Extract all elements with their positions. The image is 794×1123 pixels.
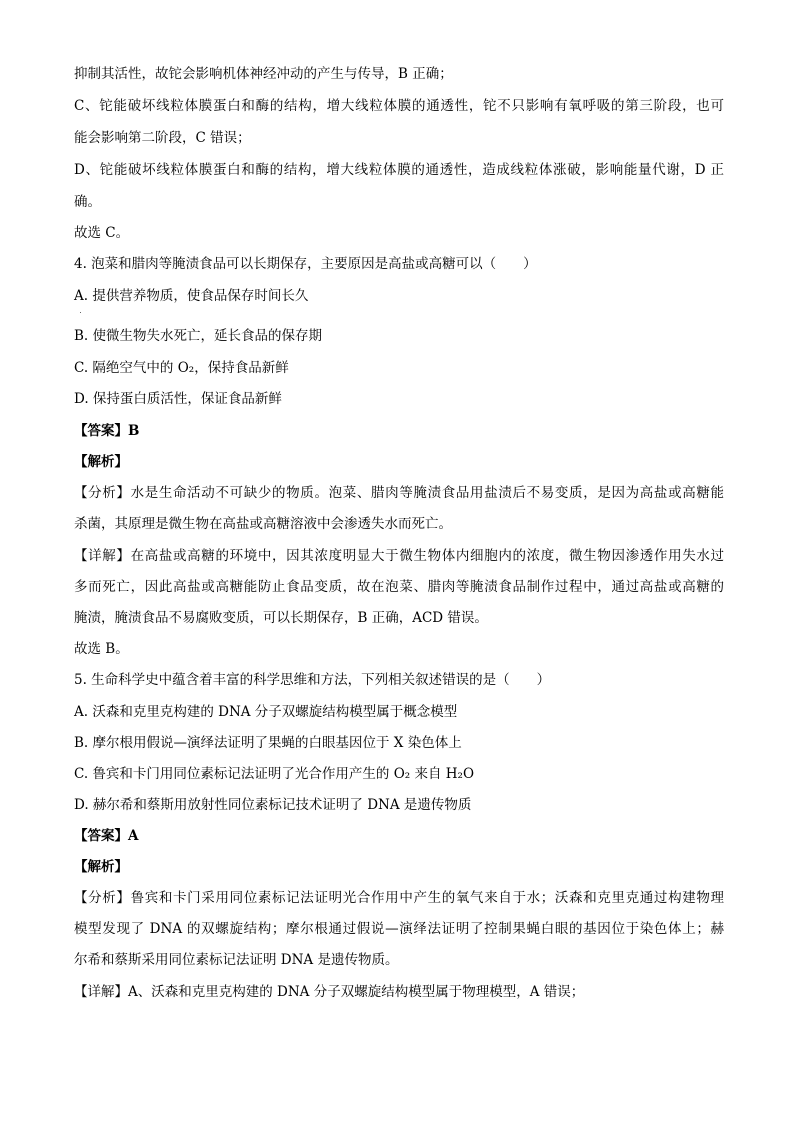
text-line: 模型发现了 DNA 的双螺旋结构；摩尔根通过假说—演绎法证明了控制果蝇白眼的基因位于染色体上；赫: [74, 921, 724, 937]
option-d: D. 赫尔希和蔡斯用放射性同位素标记技术证明了 DNA 是遗传物质: [74, 797, 472, 813]
option-d: D. 保持蛋白质活性，保证食品新鲜: [74, 391, 282, 407]
stray-dot: [80, 312, 81, 313]
analysis-label: 【解析】: [74, 859, 128, 875]
question-5-stem: 5. 生命科学史中蕴含着丰富的科学思维和方法，下列相关叙述错误的是（ ）: [74, 672, 551, 688]
answer-label: 【答案】B: [74, 423, 140, 439]
text-line: 【分析】水是生命活动不可缺少的物质。泡菜、腊肉等腌渍食品用盐渍后不易变质，是因为高盐或高糖能: [74, 485, 724, 501]
text-line: 多而死亡，因此高盐或高糖能防止食品变质，故在泡菜、腊肉等腌渍食品制作过程中，通过高盐或高糖的: [74, 579, 724, 595]
text-line: 腌渍，腌渍食品不易腐败变质，可以长期保存，B 正确，ACD 错误。: [74, 610, 488, 626]
analysis-label: 【解析】: [74, 454, 128, 470]
text-line: 抑制其活性，故铊会影响机体神经冲动的产生与传导，B 正确；: [74, 66, 453, 82]
question-4-stem: 4. 泡菜和腊肉等腌渍食品可以长期保存，主要原因是高盐或高糖可以（ ）: [74, 256, 537, 272]
text-line: 尔希和蔡斯采用同位素标记法证明 DNA 是遗传物质。: [74, 952, 399, 968]
text-line: 杀菌，其原理是微生物在高盐或高糖溶液中会渗透失水而死亡。: [74, 516, 452, 532]
option-a: A. 沃森和克里克构建的 DNA 分子双螺旋结构模型属于概念模型: [74, 704, 458, 720]
option-b: B. 摩尔根用假说—演绎法证明了果蝇的白眼基因位于 X 染色体上: [74, 735, 462, 751]
text-line: 故选 B。: [74, 641, 129, 657]
text-line: 【分析】鲁宾和卡门采用同位素标记法证明光合作用中产生的氧气来自于水；沃森和克里克通过构建物理: [74, 890, 724, 906]
text-line: 故选 C。: [74, 225, 130, 241]
text-line: D、铊能破坏线粒体膜蛋白和酶的结构，增大线粒体膜的通透性，造成线粒体涨破，影响能量代谢，D 正: [74, 162, 724, 178]
text-line: 能会影响第二阶段，C 错误；: [74, 130, 251, 146]
answer-label: 【答案】A: [74, 828, 139, 844]
option-c: C. 鲁宾和卡门用同位素标记法证明了光合作用产生的 O₂ 来自 H₂O: [74, 766, 475, 782]
text-line: C、铊能破坏线粒体膜蛋白和酶的结构，增大线粒体膜的通透性，铊不只影响有氧呼吸的第三阶段，也可: [74, 98, 724, 114]
text-line: 【详解】在高盐或高糖的环境中，因其浓度明显大于微生物体内细胞内的浓度，微生物因渗透作用失水过: [74, 548, 724, 564]
option-b: B. 使微生物失水死亡，延长食品的保存期: [74, 328, 323, 344]
text-line: 【详解】A、沃森和克里克构建的 DNA 分子双螺旋结构模型属于物理模型，A 错误；: [74, 984, 585, 1000]
option-a: A. 提供营养物质，使食品保存时间长久: [74, 288, 309, 304]
text-line: 确。: [74, 194, 101, 210]
option-c: C. 隔绝空气中的 O₂，保持食品新鲜: [74, 360, 289, 376]
